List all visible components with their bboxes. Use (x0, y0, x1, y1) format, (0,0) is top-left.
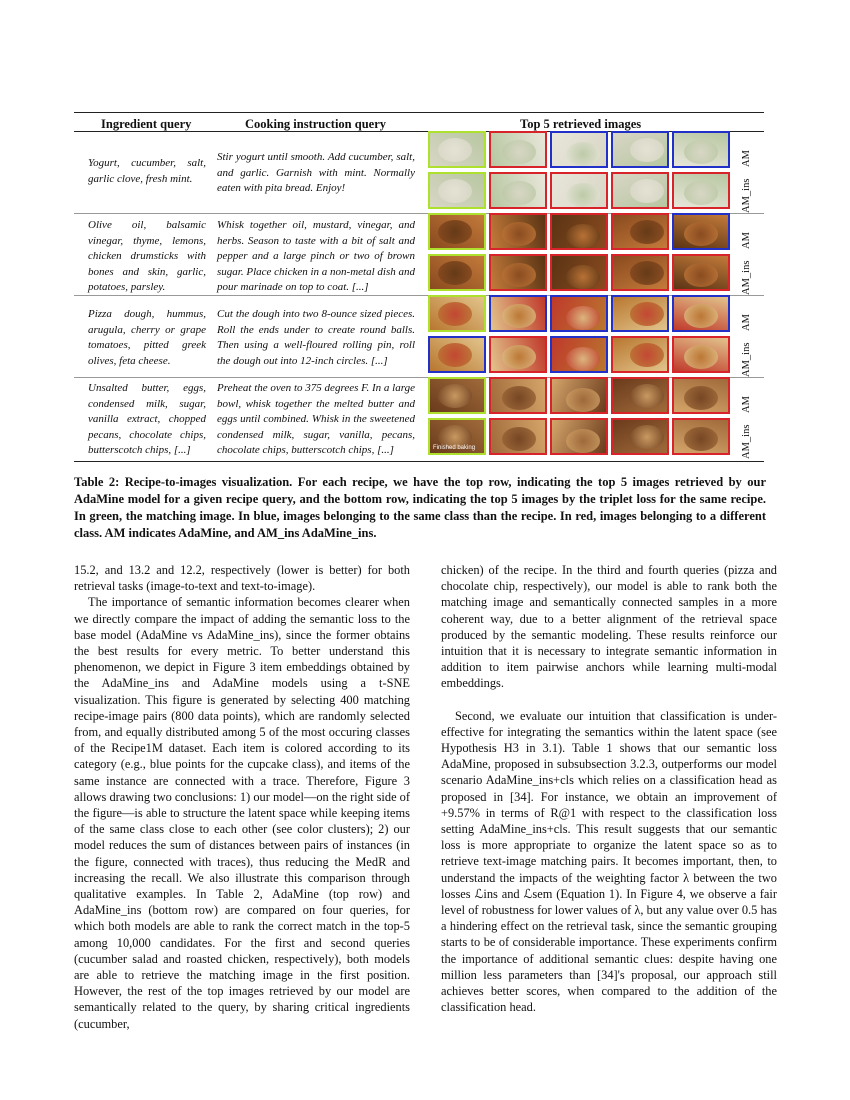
image-row (428, 213, 738, 253)
instruction-query-4: Preheat the oven to 375 degrees F. In a large bowl, whisk together the melted butter and eggs until combined. Whisk in the sweetened condensed milk, sugar, vanilla, pecans, chocolate chips, butterscotch chips, [...] (217, 382, 415, 456)
retrieved-image (672, 213, 730, 250)
row-label-am-ins: AM_ins (741, 424, 752, 459)
retrieved-image (428, 295, 486, 332)
retrieved-image (672, 336, 730, 373)
ingredient-query-1: Yogurt, cucumber, salt, garlic clove, fresh mint. (88, 157, 206, 185)
header-instruction: Cooking instruction query (245, 117, 386, 131)
retrieved-image (550, 336, 608, 373)
instruction-query-2: Whisk together oil, mustard, vinegar, and herbs. Season to taste with a bit of salt and pepper and a large pinch or two of brown sugar. Place chicken in a non-metal dish and pour marinade on top to coat. [...] (217, 219, 415, 293)
image-row (428, 172, 738, 212)
table-top-rule (74, 112, 764, 113)
header-images: Top 5 retrieved images (520, 117, 642, 131)
retrieved-image (489, 254, 547, 291)
retrieved-image (550, 295, 608, 332)
retrieved-image (672, 172, 730, 209)
image-caption: Finished baking (433, 445, 476, 451)
row-label-am: AM (741, 150, 752, 167)
retrieved-image (489, 213, 547, 250)
paragraph: 15.2, and 13.2 and 12.2, respectively (lower is better) for both retrieval tasks (image-to-text and text-to-image). (74, 563, 410, 594)
instruction-query-1: Stir yogurt until smooth. Add cucumber, salt, and garlic. Garnish with mint. Normally eaten with pita bread. Enjoy! (217, 151, 415, 194)
retrieved-image (550, 254, 608, 291)
retrieved-image (672, 418, 730, 455)
table-caption: Table 2: Recipe-to-images visualization. For each recipe, we have the top row, indicating the top 5 images retrieved by our AdaMine model for a given recipe query, and the bottom row, indicating the top 5 images by the triplet loss for the same recipe. In green, the matching image. In blue, images belonging to the same class than the recipe. In red, images belonging to a different class. AM indicates AdaMine, and AM_ins AdaMine_ins. (74, 475, 766, 540)
retrieved-image (550, 172, 608, 209)
retrieved-image (489, 336, 547, 373)
retrieved-image (672, 254, 730, 291)
retrieved-image (489, 172, 547, 209)
retrieved-image (428, 172, 486, 209)
retrieved-image (611, 213, 669, 250)
retrieved-image (489, 131, 547, 168)
retrieved-image (428, 131, 486, 168)
table-bottom-rule (74, 461, 764, 462)
image-row (428, 254, 738, 294)
ingredient-query-2: Olive oil, balsamic vinegar, thyme, lemons, chicken drumsticks with bones and skin, garlic, potatoes, parsley. (88, 219, 206, 293)
retrieved-image (672, 131, 730, 168)
image-row (428, 295, 738, 335)
retrieved-image (428, 377, 486, 414)
retrieved-image (611, 172, 669, 209)
image-row (428, 131, 738, 171)
retrieved-image (611, 295, 669, 332)
paragraph: chicken) of the recipe. In the third and fourth queries (pizza and chocolate chip, respectively), our model is able to rank both the matching image and semantically connected samples in a more coherent way, due to a better alignment of the retrieval space produced by the semantic modeling. These results reinforce our intuition that it is necessary to integrate semantic information in addition to item pairwise anchors while learning multi-modal embeddings. (441, 563, 777, 691)
retrieved-image (489, 418, 547, 455)
paragraph: The importance of semantic information becomes clearer when we directly compare the impact of adding the semantic loss to the base model (AdaMine vs AdaMine_ins), since the former obtains the best results for every metric. To better understand this phenomenon, we depict in Figure 3 item embeddings obtained by the AdaMine_ins and AdaMine models using a t-SNE visualization. This figure is generated by selecting 400 matching recipe-image pairs (800 data points), which are randomly selected from, and equally distributed among 5 of the most occuring classes of the Recipe1M dataset. Each item is colored according to its category (e.g., blue points for the cupcake class), and items of the same instance are connected with a trace. Therefore, Figure 3 allows drawing two conclusions: 1) our model—on the right side of the figure—is able to structure the latent space while keeping items of the same class close to each other (see color clusters); 2) our model reduces the sum of distances between pairs of instances (in the figure, connected with traces), thus reducing the MedR and increasing the recall. We also illustrate this comparison through qualitative examples. In Table 2, AdaMine (top row) and AdaMine_ins (bottom row) are compared on four queries, for which both models are able to rank the correct match in the top-5 among 10,000 candidates. For the first and second queries (cucumber salad and roasted chicken, respectively), both models are able to retrieve the matching image in the first position. However, the rest of the top images retrieved by our model are semantically related to the query, by sharing critical ingredients (cucumber, (74, 595, 410, 1031)
retrieved-image (611, 377, 669, 414)
left-column (74, 562, 410, 1032)
ingredient-query-4: Unsalted butter, eggs, condensed milk, sugar, vanilla extract, chopped pecans, chocolate chips, butterscotch chips, [...] (88, 382, 206, 456)
retrieved-image (550, 377, 608, 414)
header-ingredient: Ingredient query (101, 117, 192, 131)
row-label-am-ins: AM_ins (741, 342, 752, 377)
retrieved-image (489, 377, 547, 414)
retrieved-image (550, 213, 608, 250)
row-label-am-ins: AM_ins (741, 260, 752, 295)
retrieved-image (489, 295, 547, 332)
retrieved-image (611, 336, 669, 373)
retrieved-image (672, 295, 730, 332)
retrieved-image (428, 336, 486, 373)
retrieved-image (550, 131, 608, 168)
instruction-query-3: Cut the dough into two 8-ounce sized pieces. Roll the ends under to create round balls. Then using a well-floured rolling pin, roll the dough out into 12-inch circles. [...] (217, 308, 415, 367)
image-row (428, 336, 738, 376)
retrieved-image (428, 213, 486, 250)
ingredient-query-3: Pizza dough, hummus, arugula, cherry or grape tomatoes, pitted greek olives, feta cheese. (88, 308, 206, 367)
image-row (428, 418, 738, 458)
row-label-am: AM (741, 232, 752, 249)
retrieved-image (611, 131, 669, 168)
row-label-am: AM (741, 314, 752, 331)
retrieved-image (611, 418, 669, 455)
image-row (428, 377, 738, 417)
row-label-am: AM (741, 396, 752, 413)
retrieved-image (611, 254, 669, 291)
row-label-am-ins: AM_ins (741, 178, 752, 213)
retrieved-image (428, 254, 486, 291)
right-column (441, 562, 777, 1015)
retrieved-image (550, 418, 608, 455)
retrieved-image (428, 418, 486, 455)
retrieved-image (672, 377, 730, 414)
paragraph: Second, we evaluate our intuition that classification is under-effective for integrating the semantics within the latent space (see Hypothesis H3 in 3.1). Table 1 shows that our semantic loss AdaMine, proposed in subsubsection 3.2.3, outperforms our model scenario AdaMine_ins+cls which relies on a classification head as proposed in [34]. For instance, we obtain an improvement of +9.57% in terms of R@1 with respect to the classification loss setting AdaMine_ins+cls. This result suggests that our semantic loss is more appropriate to organize the latent space so as to retrieve text-image matching pairs. It becomes important, then, to understand the impacts of the weighting factor λ between the two losses ℒins and ℒsem (Equation 1). In Figure 4, we observe a fair level of robustness for lower values of λ, but any value over 0.5 has a hindering effect on the retrieval task, since the semantic grouping starts to be of considerable importance. These experiments confirm the importance of additional semantic clues: despite having one million less parameters than [34]'s proposal, our approach still achieves better scores, when compared to the addition of the classification head. (441, 708, 777, 1015)
